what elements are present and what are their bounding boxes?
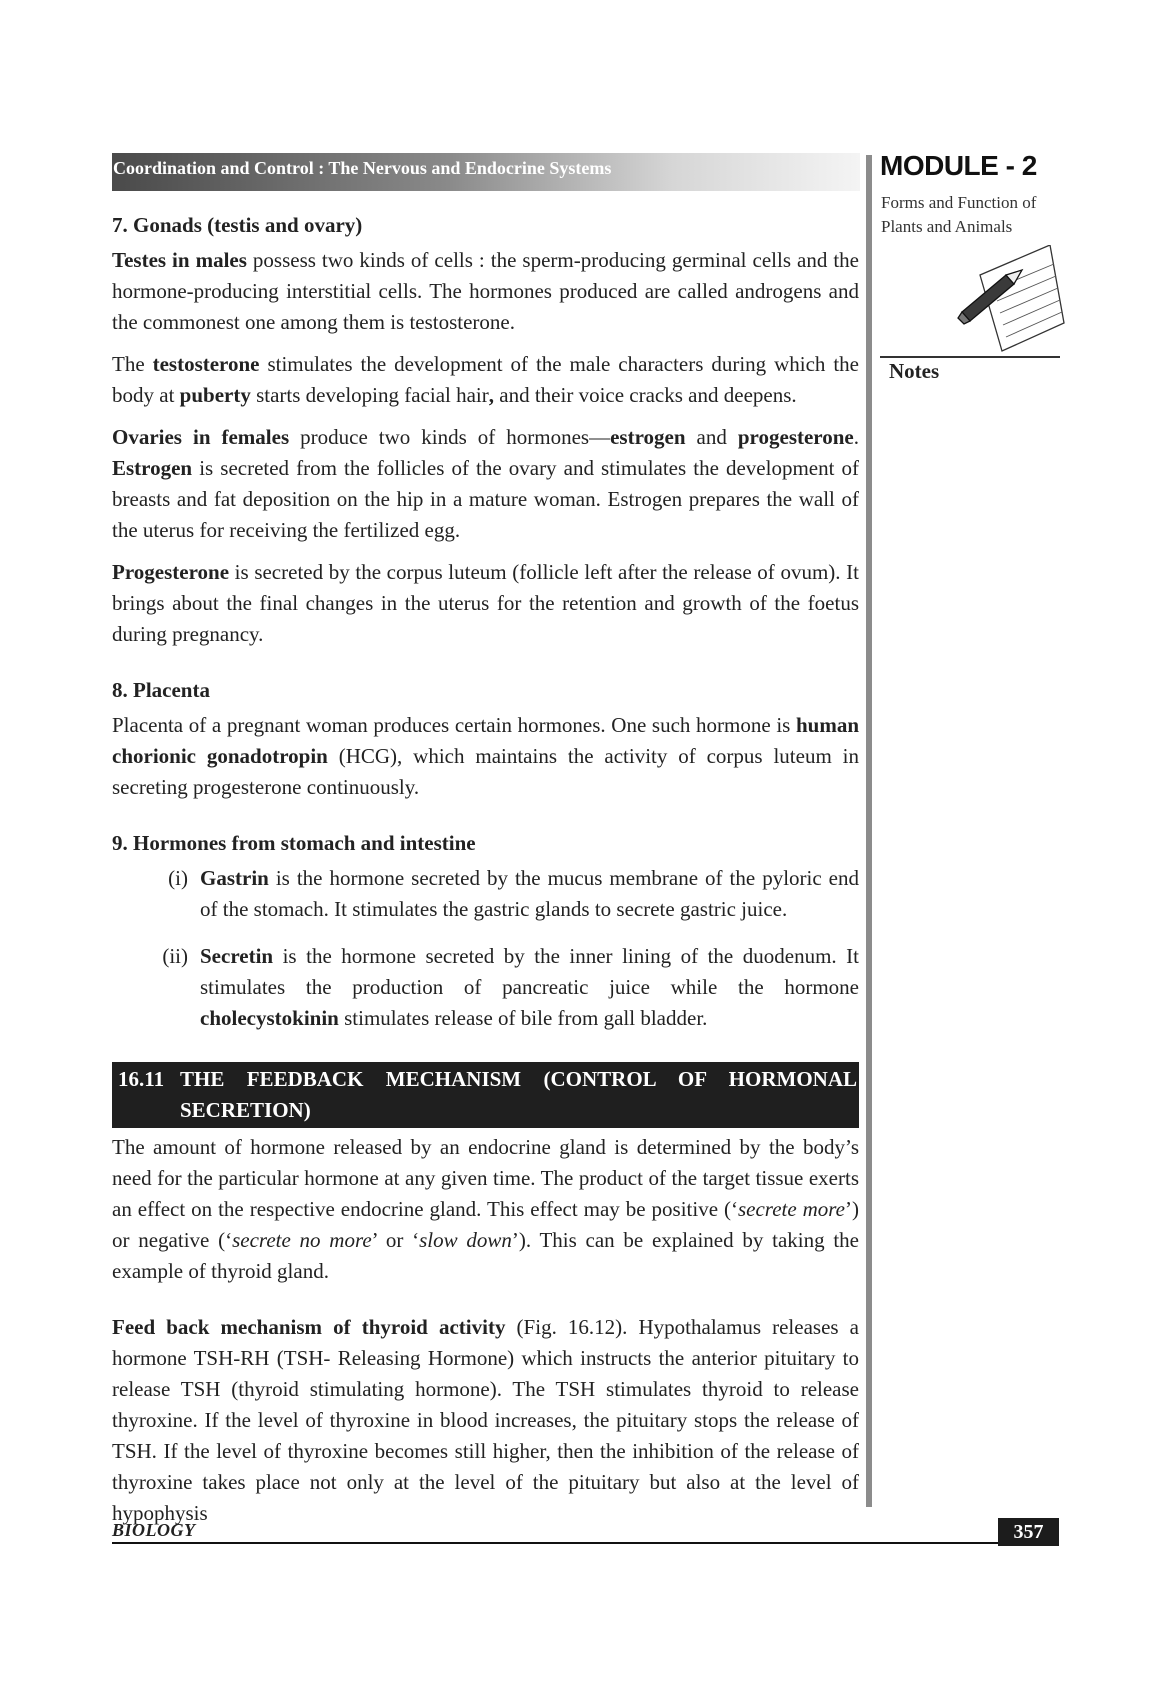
- gonads-paragraph-1: Testes in males possess two kinds of cells : the sperm-producing germinal cells and the hormone-producing interstitial cells. The hormones produced are called androgens and the commonest one among them is testosterone.: [112, 248, 859, 334]
- main-content: [112, 210, 859, 1540]
- notepad-pencil-icon: [950, 245, 1065, 365]
- notes-rule: [880, 356, 1060, 358]
- footer-subject: BIOLOGY: [112, 1520, 196, 1540]
- gonads-heading: 7. Gonads (testis and ovary): [112, 213, 363, 237]
- gonads-paragraph-3: Ovaries in females produce two kinds of hormones—estrogen and progesterone. Estrogen is secreted from the follicles of the ovary and stimulates the development of breasts and fat deposition on the hip in a mature woman. Estrogen prepares the wall of the uterus for receiving the fertilized egg.: [112, 425, 859, 542]
- footer-rule: [112, 1542, 1059, 1544]
- gonads-paragraph-2: The testosterone stimulates the development of the male characters during which the body at puberty starts developing facial hair, and their voice cracks and deepens.: [112, 352, 860, 407]
- section-heading: 16.11 THE FEEDBACK MECHANISM (CONTROL OF HORMONAL SECRETION): [112, 1062, 859, 1128]
- stomach-heading: 9. Hormones from stomach and intestine: [112, 831, 476, 855]
- feedback-paragraph-2: Feed back mechanism of thyroid activity (Fig. 16.12). Hypothalamus releases a hormone TSH-RH (TSH- Releasing Hormone) which instructs the anterior pituitary to release TSH (thyroid stimulating hormone). The TSH stimulates thyroid to release thyroxine. If the level of thyroxine in blood increases, the pituitary stops the release of TSH. If the level of thyroxine becomes still higher, then the inhibition of the release of thyroxine takes place not only at the level of the pituitary but also at the level of hypophysis: [112, 1315, 859, 1525]
- list-item: (i) Gastrin is the hormone secreted by the mucus membrane of the pyloric end of the stomach. It stimulates the gastric glands to secrete gastric juice.: [168, 866, 859, 921]
- running-header-title: Coordination and Control : The Nervous and Endocrine Systems: [113, 158, 612, 178]
- margin-divider: [866, 155, 872, 1507]
- placenta-paragraph: Placenta of a pregnant woman produces certain hormones. One such hormone is human chorionic gonadotropin (HCG), which maintains the activity of corpus luteum in secreting progesterone continuously.: [112, 713, 859, 799]
- placenta-heading: 8. Placenta: [112, 678, 210, 702]
- module-title: MODULE - 2: [880, 150, 1037, 181]
- page-number: 357: [998, 1518, 1059, 1546]
- feedback-paragraph-1: The amount of hormone released by an endocrine gland is determined by the body’s need for the particular hormone at any given time. The product of the target tissue exerts an effect on the respective endocrine gland. This effect may be positive (‘secrete more’) or negative (‘secrete no more’ or ‘slow down’). This can be explained by taking the example of thyroid gland.: [112, 1135, 860, 1283]
- gonads-paragraph-4: Progesterone is secreted by the corpus luteum (follicle left after the release of ovum). It brings about the final changes in the uterus for the retention and growth of the foetus during pregnancy.: [112, 560, 859, 646]
- module-subtitle: Forms and Function of Plants and Animals: [881, 193, 1037, 236]
- notes-label: Notes: [889, 359, 940, 383]
- list-item: (ii) Secretin is the hormone secreted by the inner lining of the duodenum. It stimulates the production of pancreatic juice while the hormone cholecystokinin stimulates release of bile from gall bladder.: [162, 944, 859, 1030]
